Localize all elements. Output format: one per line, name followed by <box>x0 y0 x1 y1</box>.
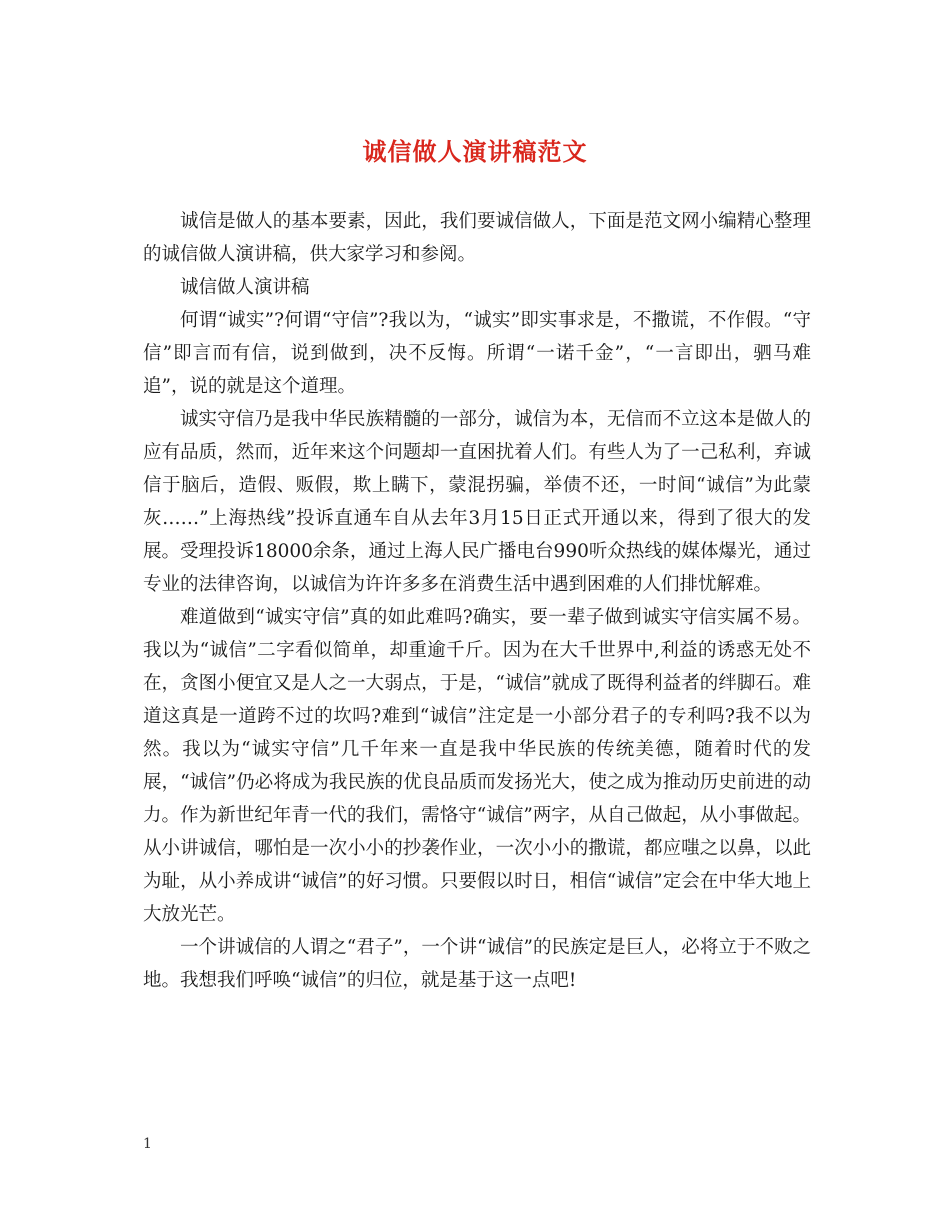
paragraph-problem: 诚实守信乃是我中华民族精髓的一部分，诚信为本，无信而不立这本是做人的应有品质，然而，近年来这个问题却一直困扰着人们。有些人为了一己私利，弃诚信于脑后，造假、贩假，欺上瞒下，蒙混拐骗，举债不还，一时间“诚信”为此蒙灰……”上海热线”投诉直通车自从去年3月15日正式开通以来，得到了很大的发展。受理投诉18000余条，通过上海人民广播电台990听众热线的媒体爆光，通过专业的法律咨询，以诚信为许许多多在消费生活中遇到困难的人们排忧解难。 <box>143 409 811 595</box>
paragraph-intro: 诚信是做人的基本要素，因此，我们要诚信做人，下面是范文网小编精心整理的诚信做人演讲稿，供大家学习和参阅。 <box>143 211 811 265</box>
paragraph-conclusion: 一个讲诚信的人谓之“君子”，一个讲“诚信”的民族定是巨人，必将立于不败之地。我想我们呼唤“诚信”的归位，就是基于这一点吧! <box>143 937 811 991</box>
paragraph-definition: 何谓“诚实”?何谓“守信”?我以为，“诚实”即实事求是，不撒谎，不作假。“守信”即言而有信，说到做到，决不反悔。所谓“一诺千金”，“一言即出，驷马难追”，说的就是这个道理。 <box>143 310 811 397</box>
paragraph-subheading: 诚信做人演讲稿 <box>180 277 310 298</box>
paragraph-argument: 难道做到“诚实守信”真的如此难吗?确实，要一辈子做到诚实守信实属不易。我以为“诚信”二字看似简单，却重逾千斤。因为在大千世界中,利益的诱惑无处不在，贪图小便宜又是人之一大弱点，于是，“诚信”就成了既得利益者的绊脚石。难道这真是一道跨不过的坎吗?难到“诚信”注定是一小部分君子的专利吗?我不以为然。我以为“诚实守信”几千年来一直是我中华民族的传统美德，随着时代的发展，“诚信”仍必将成为我民族的优良品质而发扬光大，使之成为推动历史前进的动力。作为新世纪年青一代的我们，需恪守“诚信”两字，从自己做起，从小事做起。从小讲诚信，哪怕是一次小小的抄袭作业，一次小小的撒谎，都应嗤之以鼻，以此为耻，从小养成讲“诚信”的好习惯。只要假以时日，相信“诚信”定会在中华大地上大放光芒。 <box>143 607 811 925</box>
document-title: 诚信做人演讲稿范文 <box>362 137 588 166</box>
page-number: 1 <box>143 1136 152 1152</box>
document-body <box>143 205 811 997</box>
